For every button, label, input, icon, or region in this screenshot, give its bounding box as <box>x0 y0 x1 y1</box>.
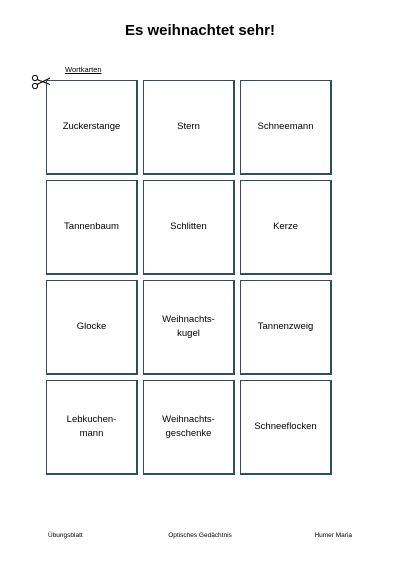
word-card <box>240 80 332 175</box>
word-card-text: Lebkuchen- mann <box>66 414 117 439</box>
word-card-text: Schneeflocken <box>254 421 317 433</box>
word-card <box>143 180 235 275</box>
footer-left: Übungsblatt <box>48 532 83 539</box>
word-card <box>143 280 235 375</box>
word-card-grid <box>46 80 332 475</box>
page-title: Es weihnachtet sehr! <box>124 22 276 39</box>
word-card <box>46 80 138 175</box>
section-label: Wortkarten <box>65 65 102 74</box>
word-card <box>240 280 332 375</box>
word-card-text: Schneemann <box>257 121 314 133</box>
footer-right: Humer Maria <box>314 532 352 539</box>
word-card <box>143 380 235 475</box>
footer-center: Optisches Gedächtnis <box>168 532 232 539</box>
word-card <box>240 380 332 475</box>
word-card <box>46 180 138 275</box>
word-card-text: Tannenbaum <box>64 221 119 233</box>
word-card-text: Stern <box>177 121 200 133</box>
word-card <box>240 180 332 275</box>
word-card-text: Zuckerstange <box>62 121 121 133</box>
word-card-text: Schlitten <box>170 221 207 233</box>
word-card-text: Tannenzweig <box>257 321 314 333</box>
word-card-text: Kerze <box>273 221 298 233</box>
word-card-text: Glocke <box>76 321 107 333</box>
word-card <box>46 280 138 375</box>
word-card <box>143 80 235 175</box>
word-card-text: Weihnachts- kugel <box>162 314 215 339</box>
word-card <box>46 380 138 475</box>
word-card-text: Weihnachts- geschenke <box>162 414 215 439</box>
